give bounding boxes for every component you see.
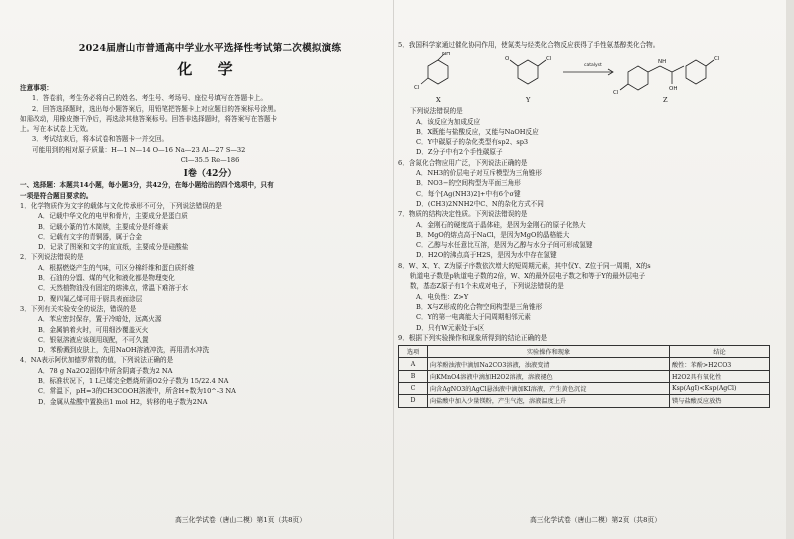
table-cell: 向苯酚浊液中滴加Na2CO3溶液，浊液变清 <box>428 358 670 370</box>
table-cell: H2O2具有氧化性 <box>670 370 770 382</box>
experiment-table <box>398 345 770 407</box>
page-footer-left: 高三化学试卷（唐山二模）第1页（共8页） <box>175 516 306 524</box>
page-right <box>398 40 778 408</box>
question-option: A．记载中华文化的电甲和骨片，主要成分是蛋白质 <box>38 212 188 221</box>
table-header-row <box>399 346 770 358</box>
table-row <box>399 383 770 395</box>
question-stem: 1．化学物质作为文字的载体与文化传承形不可分，下列说法错误的是 <box>20 201 223 210</box>
question-stem: 7．物质的结构决定性质。下列说法错误的是 <box>398 210 528 219</box>
atomic-mass-line: Cl—35.5 Re—186 <box>180 156 240 165</box>
svg-text:OH: OH <box>669 86 678 93</box>
section-intro: 一、选择题：本题共14小题，每小题3分，共42分，在每小题给出的四个选项中，只有 <box>20 181 274 190</box>
question-option: C．银氨溶液应该现用现配，不可久置 <box>38 335 149 344</box>
notice-heading: 注意事项： <box>20 84 53 92</box>
svg-text:NH: NH <box>442 52 451 58</box>
section-heading: Ⅰ卷（42分） <box>183 169 237 180</box>
question-option: B．NO3−的空间构型为平面三角形 <box>416 179 521 188</box>
question-stem: 4．NA表示阿伏加德罗常数的值，下列说法正确的是 <box>20 356 174 365</box>
structure-labels <box>398 96 778 106</box>
svg-text:Cl: Cl <box>613 90 619 97</box>
question-option: A．电负性：Z>Y <box>416 292 469 301</box>
svg-text:Cl: Cl <box>714 56 720 63</box>
section-intro: 一项是符合题目要求的。 <box>20 191 93 200</box>
notice-line: 2．回答选择题时，选出每小题答案后，用铅笔把答题卡上对应题目的答案标号涂黑。 <box>32 104 281 113</box>
table-row <box>399 370 770 382</box>
structure-z-ring-right <box>686 60 706 84</box>
svg-text:O: O <box>505 56 510 63</box>
question-stem: 8．W、X、Y、Z为原子序数依次增大的短周期元素，其中仅Y、Z位于同一周期，X的s <box>398 261 651 270</box>
question-option: B．金属钠着火时，可用细沙覆盖灭火 <box>38 325 149 334</box>
svg-text:Cl: Cl <box>414 85 420 92</box>
question-option: C．常温下，pH=3的CH3COOH溶液中，所含H+数为10^-3 NA <box>38 387 236 396</box>
notice-line: 3．考试结束后，将本试卷和答题卡一并交回。 <box>32 135 169 144</box>
structure-y-ring <box>518 60 538 84</box>
question-option: A．苯应密封保存，置于冷暗处，远离火源 <box>38 315 162 324</box>
label-x: X <box>436 96 441 105</box>
question-option: D．金属从盐酸中置换出1 mol H2，转移的电子数为2NA <box>38 397 208 406</box>
question-stem: 3．下列有关实验安全的说法，错误的是 <box>20 304 137 313</box>
atomic-mass-line: 可能用到的相对原子质量：H—1 N—14 O—16 Na—23 Al—27 S—32 <box>32 145 246 154</box>
question-option: C．Y的第一电离能大于同周期相邻元素 <box>416 313 531 322</box>
table-row <box>399 358 770 370</box>
question-option: D．苯酚溅到皮肤上，先用NaOH溶液冲洗，再用清水冲洗 <box>38 346 210 355</box>
question-option: D．H2O的沸点高于H2S，是因为水中存在氢键 <box>416 251 557 260</box>
question-stem: 9．根据下列实验操作和现象所得到的结论正确的是 <box>398 333 548 342</box>
table-cell: D <box>399 395 428 407</box>
table-cell: 向KMnO4溶液中滴加H2O2溶液，溶液褪色 <box>428 370 670 382</box>
question-option: C．乙醇与水任意比互溶，是因为乙醇与水分子间可形成氢键 <box>416 241 593 250</box>
exam-title: 2024届唐山市普通高中学业水平选择性考试第二次模拟演练 <box>78 43 342 54</box>
question-option: C．天然植物油没有固定的熔沸点，常温下难溶于水 <box>38 284 189 293</box>
question-option: B．X与Z形成的化合物空间构型是三角锥形 <box>416 302 543 311</box>
reaction-structures <box>398 52 778 96</box>
svg-text:catalyst: catalyst <box>584 63 602 69</box>
question-stem: 5．我国科学家通过催化协同作用，使氮类与烃类化合物反应获得了手性氨基醇类化合物。 <box>398 41 660 49</box>
notice-line: 上。写在本试卷上无效。 <box>20 125 93 134</box>
page-footer-right: 高三化学试卷（唐山二模）第2页（共8页） <box>530 516 661 524</box>
table-header: 实验操作和现象 <box>428 346 670 358</box>
question-option: A．78 g Na2O2固体中所含阴离子数为2 NA <box>38 366 173 375</box>
table-cell: B <box>399 370 428 382</box>
question-option: A．金刚石的硬度高于晶体硅，是因为金刚石的原子化热大 <box>416 220 586 229</box>
label-y: Y <box>526 96 531 105</box>
question-stem: 下列说法错误的是 <box>410 107 463 116</box>
question-option: B．MgO的熔点高于NaCl，是因为MgO的晶格能大 <box>416 230 570 239</box>
question-stem: 2．下列说法错误的是 <box>20 253 84 262</box>
question-option: B．标准状况下，1 L已烯完全燃烧所需O2分子数为 15/22.4 NA <box>38 377 229 386</box>
reaction-scheme <box>398 52 778 96</box>
question-option: A．根据燃烧产生的气味，可区分棉纤维和蛋白质纤维 <box>38 263 195 272</box>
question-stem: 数，基态Z原子有1个未成对电子，下列说法错误的是 <box>410 282 564 291</box>
question-option: D．记录了图案和文字的宣宣纸，主要成分是硅酸盐 <box>38 243 189 252</box>
question-option: B．X既能与盐酸反应，又能与NaOH反应 <box>416 127 539 136</box>
structure-x-ring <box>428 60 448 84</box>
question-option: D．聚四氟乙烯可用于厨具表面涂层 <box>38 294 143 303</box>
table-cell: Ksp(AgI)<Ksp(AgCl) <box>670 383 770 395</box>
table-cell: 向盐酸中加入少量镁粉，产生气泡，溶液温度上升 <box>428 395 670 407</box>
question-option: B．石油的分馏、煤的气化和液化都是物理变化 <box>38 274 175 283</box>
table-cell: 向含AgNO3的AgCl悬浊液中滴加KI溶液，产生黄色沉淀 <box>428 383 670 395</box>
page-edge <box>786 0 794 539</box>
question-option: C．每个[Ag(NH3)2]+中有6个σ键 <box>416 189 521 198</box>
question-stem: 轨道电子数是p轨道电子数的2倍，W、X的最外层电子数之和等于Y的最外层电子 <box>410 272 646 281</box>
subject-title: 化 学 <box>177 60 243 78</box>
svg-text:Cl: Cl <box>546 56 552 63</box>
question-option: B．记载小篆的竹木简牍，主要成分是纤维素 <box>38 222 169 231</box>
question-option: C．Y中碳原子的杂化类型有sp2、sp3 <box>416 138 529 147</box>
notice-line: 1．答卷前，考生务必将自己的姓名、考生号、考场号、座位号填写在答题卡上。 <box>32 94 267 103</box>
table-header: 结论 <box>670 346 770 358</box>
table-cell: A <box>399 358 428 370</box>
table-cell: 镁与盐酸反应放热 <box>670 395 770 407</box>
question-stem: 6．含氮化合物应用广泛，下列说法正确的是 <box>398 158 528 167</box>
notice-line: 如需改动，用橡皮擦干净后，再选涂其他答案标号。回答非选择题时，将答案写在答题卡 <box>20 114 278 123</box>
page-left <box>20 30 400 407</box>
table-header: 选项 <box>399 346 428 358</box>
table-row <box>399 395 770 407</box>
question-option: D．只有W元素处于s区 <box>416 323 485 332</box>
question-option: C．记载有文字的青铜器，属于合金 <box>38 232 142 241</box>
question-option: A．该反应为加成反应 <box>416 117 481 126</box>
question-option: D．Z分子中有2个手性碳原子 <box>416 148 503 157</box>
question-option: A．NH3的价层电子对互斥模型为三角锥形 <box>416 169 542 178</box>
question-option: D．(CH3)2NNH2中C、N的杂化方式不同 <box>416 199 544 208</box>
structure-z-ring-left <box>628 66 648 90</box>
table-cell: 酸性：苯酚>H2CO3 <box>670 358 770 370</box>
label-z: Z <box>663 96 668 105</box>
table-cell: C <box>399 383 428 395</box>
svg-text:NH: NH <box>658 59 667 66</box>
